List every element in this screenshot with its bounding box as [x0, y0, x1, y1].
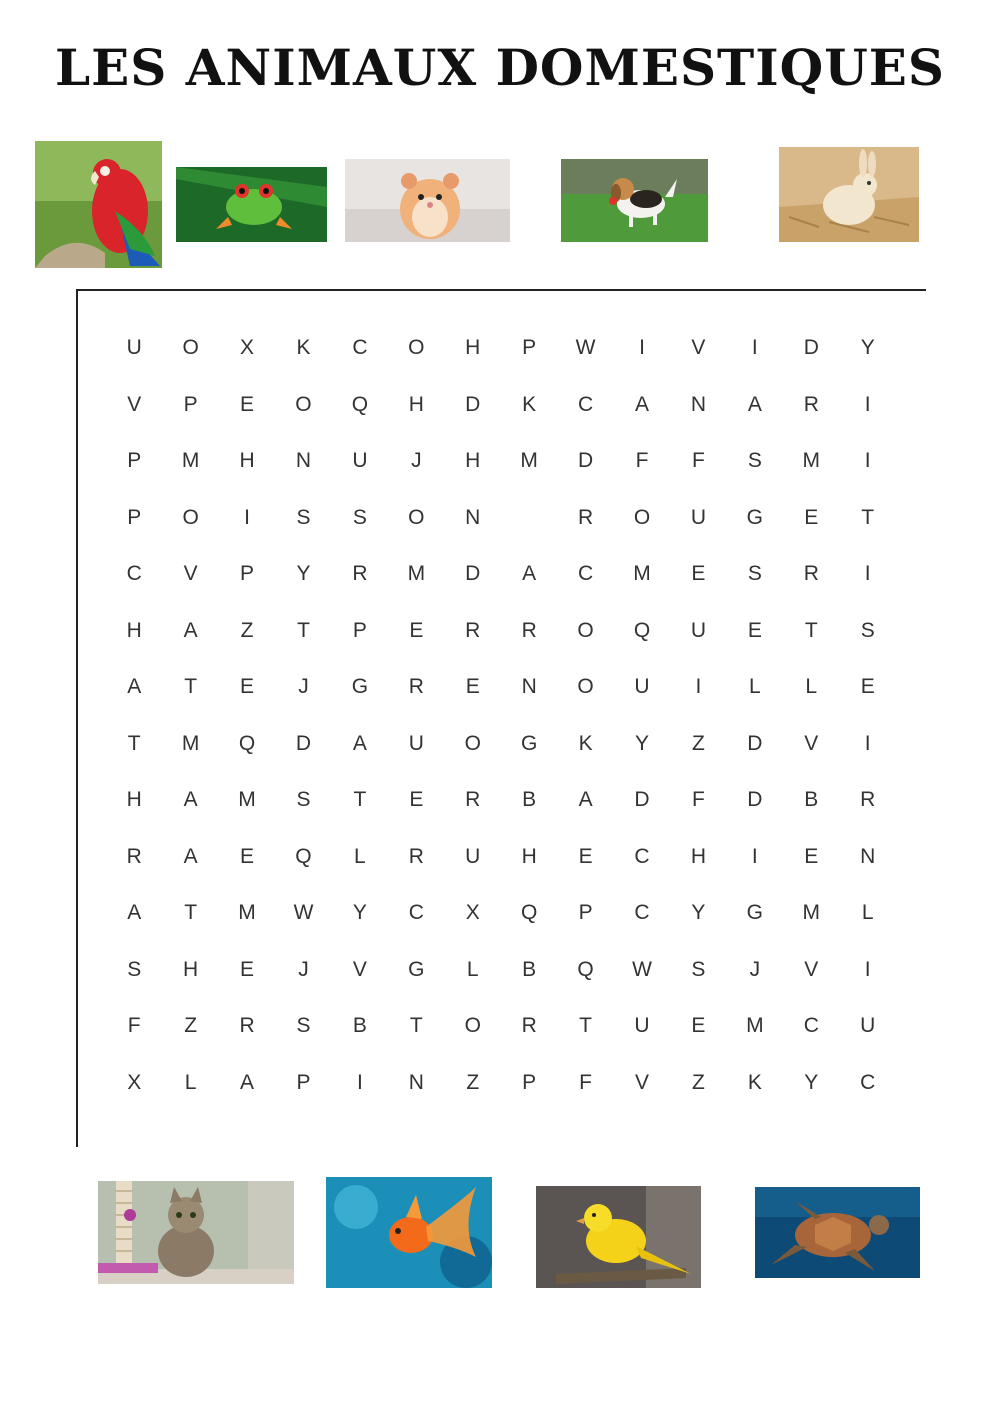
- grid-letter: W: [632, 957, 652, 981]
- grid-letter: M: [802, 901, 821, 925]
- grid-letter: F: [635, 449, 649, 473]
- grid-letter: H: [239, 449, 255, 473]
- grid-letter: J: [298, 675, 309, 699]
- grid-letter: L: [749, 675, 761, 699]
- grid-letter: K: [747, 1070, 762, 1094]
- grid-letter: D: [634, 788, 650, 812]
- grid-letter: P: [352, 618, 367, 642]
- grid-letter: Q: [295, 844, 312, 868]
- grid-letter: A: [240, 1070, 255, 1094]
- grid-letter: C: [860, 1070, 876, 1094]
- grid-letter: V: [352, 957, 367, 981]
- grid-letter: T: [579, 1014, 592, 1038]
- grid-letter: S: [296, 788, 311, 812]
- grid-letter: Y: [860, 336, 875, 360]
- grid-letter: V: [635, 1070, 650, 1094]
- grid-letter: H: [690, 844, 707, 868]
- grid-letter: U: [465, 844, 481, 868]
- grid-letter: E: [465, 675, 480, 699]
- grid-letter: P: [127, 505, 142, 529]
- grid-letter: R: [465, 788, 481, 812]
- grid-letter: H: [126, 788, 142, 812]
- grid-letter: R: [352, 562, 368, 586]
- grid-letter: O: [182, 336, 199, 360]
- grid-letter: U: [634, 1014, 650, 1038]
- grid-letter: B: [522, 957, 537, 981]
- grid-letter: Q: [238, 731, 256, 755]
- grid-letter: O: [464, 731, 481, 755]
- grid-letter: K: [578, 731, 593, 755]
- grid-letter: V: [804, 957, 819, 981]
- grid-letter: O: [633, 505, 651, 529]
- grid-letter: D: [803, 336, 819, 360]
- grid-letter: I: [639, 336, 645, 360]
- grid-letter: L: [184, 1070, 197, 1094]
- word-search-grid: [106, 320, 896, 1111]
- grid-letter: N: [408, 1070, 424, 1094]
- grid-letter: S: [296, 505, 311, 529]
- grid-letter: I: [751, 844, 758, 868]
- grid-letter: B: [352, 1014, 367, 1038]
- grid-letter: E: [691, 562, 706, 586]
- grid-letter: C: [408, 901, 424, 925]
- grid-letter: C: [352, 336, 368, 360]
- grid-row: [106, 659, 896, 716]
- grid-letter: Y: [691, 901, 706, 925]
- grid-row: [106, 885, 896, 942]
- grid-letter: E: [578, 844, 593, 868]
- grid-letter: R: [408, 844, 424, 868]
- grid-letter: T: [127, 731, 141, 755]
- grid-letter: P: [522, 336, 537, 360]
- grid-letter: I: [864, 392, 871, 416]
- grid-letter: E: [409, 618, 424, 642]
- grid-letter: B: [804, 788, 819, 812]
- grid-letter: O: [464, 1014, 481, 1038]
- grid-letter: Z: [466, 1070, 480, 1094]
- grid-letter: N: [295, 449, 312, 473]
- grid-letter: J: [411, 449, 422, 473]
- grid-row: [106, 320, 896, 377]
- grid-letter: P: [127, 449, 142, 473]
- grid-letter: N: [860, 844, 876, 868]
- grid-letter: F: [127, 1014, 141, 1038]
- grid-letter: G: [520, 731, 538, 755]
- grid-letter: R: [521, 618, 537, 642]
- grid-letter: R: [126, 844, 142, 868]
- grid-letter: F: [692, 449, 705, 473]
- grid-letter: D: [747, 731, 763, 755]
- grid-letter: R: [860, 788, 876, 812]
- grid-letter: U: [860, 1014, 876, 1038]
- grid-row: [106, 490, 896, 547]
- grid-row: [106, 433, 896, 490]
- grid-letter: E: [240, 957, 255, 981]
- grid-letter: M: [238, 901, 256, 925]
- grid-letter: K: [522, 392, 537, 416]
- grid-letter: T: [297, 618, 310, 642]
- grid-letter: U: [408, 731, 424, 755]
- grid-letter: O: [408, 505, 425, 529]
- grid-letter: R: [578, 505, 594, 529]
- grid-row: [106, 546, 896, 603]
- grid-letter: E: [860, 675, 875, 699]
- hamster-photo: [345, 159, 510, 242]
- grid-letter: S: [860, 618, 875, 642]
- grid-letter: H: [126, 618, 142, 642]
- grid-letter: C: [803, 1014, 819, 1038]
- grid-letter: G: [408, 957, 425, 981]
- grid-letter: V: [183, 562, 198, 586]
- grid-letter: R: [239, 1014, 255, 1038]
- grid-letter: L: [354, 844, 366, 868]
- grid-letter: H: [183, 957, 199, 981]
- grid-letter: I: [244, 505, 250, 529]
- grid-letter: S: [747, 449, 762, 473]
- grid-letter: M: [407, 562, 426, 586]
- grid-letter: E: [804, 844, 819, 868]
- grid-letter: R: [803, 392, 819, 416]
- grid-letter: M: [181, 731, 200, 755]
- canary-photo: [536, 1186, 701, 1288]
- grid-letter: V: [804, 731, 819, 755]
- grid-letter: A: [183, 618, 198, 642]
- grid-letter: F: [579, 1070, 592, 1094]
- grid-letter: C: [578, 392, 594, 416]
- grid-letter: E: [240, 675, 255, 699]
- grid-letter: S: [352, 505, 367, 529]
- grid-letter: O: [295, 392, 312, 416]
- grid-letter: S: [127, 957, 142, 981]
- grid-letter: Z: [184, 1014, 198, 1038]
- grid-letter: G: [351, 675, 369, 699]
- grid-letter: T: [409, 1014, 423, 1038]
- grid-row: [106, 377, 896, 434]
- grid-letter: R: [521, 1014, 537, 1038]
- grid-letter: M: [181, 449, 200, 473]
- grid-letter: F: [692, 788, 705, 812]
- parrot-photo: [35, 141, 162, 268]
- grid-letter: P: [240, 562, 255, 586]
- grid-letter: T: [184, 675, 198, 699]
- grid-row: [106, 829, 896, 886]
- grid-letter: H: [408, 392, 424, 416]
- grid-row: [106, 1055, 896, 1112]
- grid-letter: E: [691, 1014, 706, 1038]
- grid-row: [106, 998, 896, 1055]
- grid-row: [106, 716, 896, 773]
- grid-letter: Y: [352, 901, 367, 925]
- grid-letter: A: [747, 392, 762, 416]
- grid-letter: P: [578, 901, 593, 925]
- grid-letter: S: [296, 1014, 311, 1038]
- grid-letter: S: [747, 562, 762, 586]
- turtle-photo: [755, 1187, 920, 1278]
- grid-letter: L: [861, 901, 874, 925]
- grid-letter: O: [408, 336, 425, 360]
- grid-letter: C: [634, 844, 650, 868]
- cat-photo: [98, 1181, 294, 1284]
- grid-letter: W: [293, 901, 314, 925]
- grid-letter: G: [746, 505, 764, 529]
- grid-letter: M: [520, 449, 538, 473]
- grid-letter: V: [127, 392, 142, 416]
- grid-letter: T: [804, 618, 818, 642]
- grid-letter: B: [522, 788, 537, 812]
- grid-letter: A: [183, 788, 198, 812]
- grid-letter: A: [127, 901, 142, 925]
- grid-letter: E: [409, 788, 424, 812]
- grid-letter: A: [127, 675, 142, 699]
- grid-letter: A: [578, 788, 593, 812]
- grid-letter: J: [298, 957, 309, 981]
- grid-letter: D: [465, 562, 481, 586]
- grid-letter: U: [126, 336, 142, 360]
- grid-letter: R: [803, 562, 819, 586]
- grid-letter: V: [691, 336, 706, 360]
- grid-letter: T: [861, 505, 875, 529]
- grid-letter: Q: [633, 618, 651, 642]
- grid-row: [106, 603, 896, 660]
- grid-letter: X: [465, 901, 480, 925]
- grid-letter: P: [183, 392, 198, 416]
- grid-letter: L: [805, 675, 818, 699]
- grid-letter: N: [521, 675, 537, 699]
- grid-letter: N: [690, 392, 707, 416]
- grid-letter: Y: [296, 562, 311, 586]
- grid-letter: S: [691, 957, 706, 981]
- grid-letter: X: [240, 336, 255, 360]
- grid-letter: A: [522, 562, 537, 586]
- grid-letter: N: [465, 505, 481, 529]
- grid-letter: P: [296, 1070, 311, 1094]
- grid-letter: E: [747, 618, 762, 642]
- frog-photo: [176, 167, 327, 242]
- grid-letter: L: [466, 957, 479, 981]
- grid-letter: T: [353, 788, 367, 812]
- grid-letter: R: [408, 675, 424, 699]
- grid-letter: W: [575, 336, 596, 360]
- grid-letter: P: [522, 1070, 537, 1094]
- grid-letter: C: [634, 901, 650, 925]
- grid-letter: C: [126, 562, 142, 586]
- grid-letter: H: [465, 449, 481, 473]
- grid-letter: Q: [520, 901, 538, 925]
- grid-letter: M: [746, 1014, 764, 1038]
- grid-letter: U: [634, 675, 650, 699]
- grid-letter: T: [184, 901, 198, 925]
- grid-letter: U: [352, 449, 368, 473]
- grid-row: [106, 772, 896, 829]
- grid-letter: D: [465, 392, 481, 416]
- grid-letter: I: [356, 1070, 363, 1094]
- grid-letter: M: [633, 562, 651, 586]
- grid-letter: J: [749, 957, 761, 981]
- grid-letter: O: [577, 675, 594, 699]
- grid-letter: Y: [804, 1070, 819, 1094]
- grid-letter: O: [182, 505, 199, 529]
- grid-letter: H: [465, 336, 481, 360]
- dog-photo: [561, 159, 708, 242]
- grid-letter: D: [578, 449, 594, 473]
- grid-letter: E: [804, 505, 819, 529]
- page-title: LES ANIMAUX DOMESTIQUES: [54, 38, 946, 97]
- grid-letter: Q: [351, 392, 369, 416]
- grid-letter: I: [864, 957, 871, 981]
- grid-letter: O: [577, 618, 594, 642]
- grid-letter: A: [352, 731, 367, 755]
- grid-letter: R: [465, 618, 481, 642]
- grid-letter: E: [240, 392, 255, 416]
- grid-letter: M: [238, 788, 256, 812]
- grid-letter: E: [240, 844, 255, 868]
- grid-letter: K: [296, 336, 311, 360]
- grid-letter: I: [864, 562, 871, 586]
- grid-letter: G: [746, 901, 764, 925]
- grid-letter: X: [127, 1070, 142, 1094]
- grid-letter: I: [864, 449, 871, 473]
- grid-letter: M: [802, 449, 821, 473]
- grid-letter: I: [864, 731, 871, 755]
- grid-letter: C: [578, 562, 594, 586]
- grid-letter: Q: [577, 957, 594, 981]
- grid-letter: D: [747, 788, 763, 812]
- grid-letter: Z: [692, 731, 705, 755]
- grid-row: [106, 942, 896, 999]
- grid-letter: Z: [692, 1070, 705, 1094]
- grid-letter: U: [690, 505, 707, 529]
- grid-letter: Y: [635, 731, 650, 755]
- rabbit-photo: [779, 147, 919, 242]
- goldfish-photo: [326, 1177, 492, 1288]
- grid-letter: U: [690, 618, 707, 642]
- grid-letter: A: [635, 392, 650, 416]
- grid-letter: Z: [240, 618, 254, 642]
- grid-letter: I: [695, 675, 702, 699]
- grid-letter: I: [751, 336, 758, 360]
- grid-letter: H: [521, 844, 537, 868]
- grid-letter: D: [295, 731, 312, 755]
- grid-letter: A: [183, 844, 198, 868]
